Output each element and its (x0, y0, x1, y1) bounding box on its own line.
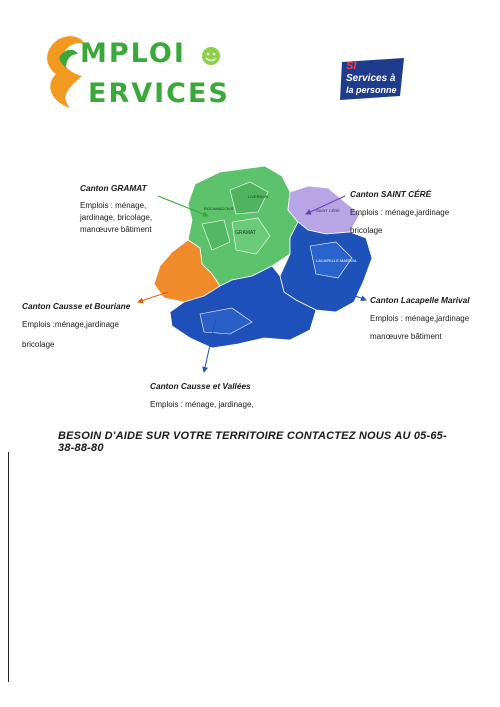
canton-title: Canton SAINT CÉRÉ (350, 189, 432, 199)
map-label-saint-cere: SAINT CÉRÉ (316, 208, 340, 213)
logo-line2: ERVICES (88, 78, 230, 109)
canton-jobs-line: Emplois : ménage, jardinage, (150, 400, 254, 409)
arrow-causse-vallees (204, 318, 216, 372)
map-label-rocamadour: ROCAMADOUR (204, 206, 234, 211)
canton-title: Canton GRAMAT (80, 183, 147, 193)
canton-gramat (80, 182, 152, 236)
scan-edge-line (8, 452, 9, 682)
arrow-saint-cere (306, 196, 345, 214)
canton-jobs-line: Emplois : ménage,jardinage (370, 314, 470, 323)
badge-si: SI (346, 60, 357, 72)
badge-line2: la personne (346, 85, 397, 95)
canton-title: Canton Causse et Bouriane (22, 301, 131, 311)
canton-jobs-line: manœuvre bâtiment (370, 332, 442, 341)
logo-line1: MPLOI (80, 38, 186, 69)
contact-banner: BESOIN D'AIDE SUR VOTRE TERRITOIRE CONTACTEZ NOUS AU 05-65-38-88-80 (58, 430, 447, 454)
canton-jobs-line: Emplois : ménage, (80, 201, 147, 210)
arrow-gramat (158, 196, 208, 216)
canton-jobs-line: Emplois :ménage,jardinage (22, 320, 119, 329)
canton-title: Canton Lacapelle Marival (370, 295, 470, 305)
canton-saint-cere (350, 188, 449, 237)
canton-jobs-line: manœuvre bâtiment (80, 225, 152, 234)
canton-jobs-line: Emplois : ménage,jardinage (350, 208, 450, 217)
canton-causse-vallees (150, 380, 254, 411)
map-label-livernon: LIVERNON (248, 194, 269, 199)
canton-lacapelle-marival (370, 294, 470, 343)
canton-causse-bouriane (22, 300, 130, 351)
arrow-causse-bouriane (138, 292, 168, 302)
badge-line1: Services à (346, 73, 396, 84)
arrow-lacapelle (334, 288, 366, 300)
canton-jobs-line: jardinage, bricolage, (80, 213, 153, 222)
canton-title: Canton Causse et Vallées (150, 381, 251, 391)
canton-jobs-line: bricolage (22, 340, 55, 349)
map-label-lacapelle: LACAPELLE MARIVAL (316, 258, 358, 263)
canton-jobs-line: bricolage (350, 226, 383, 235)
map-label-gramat: GRAMAT (235, 230, 257, 236)
